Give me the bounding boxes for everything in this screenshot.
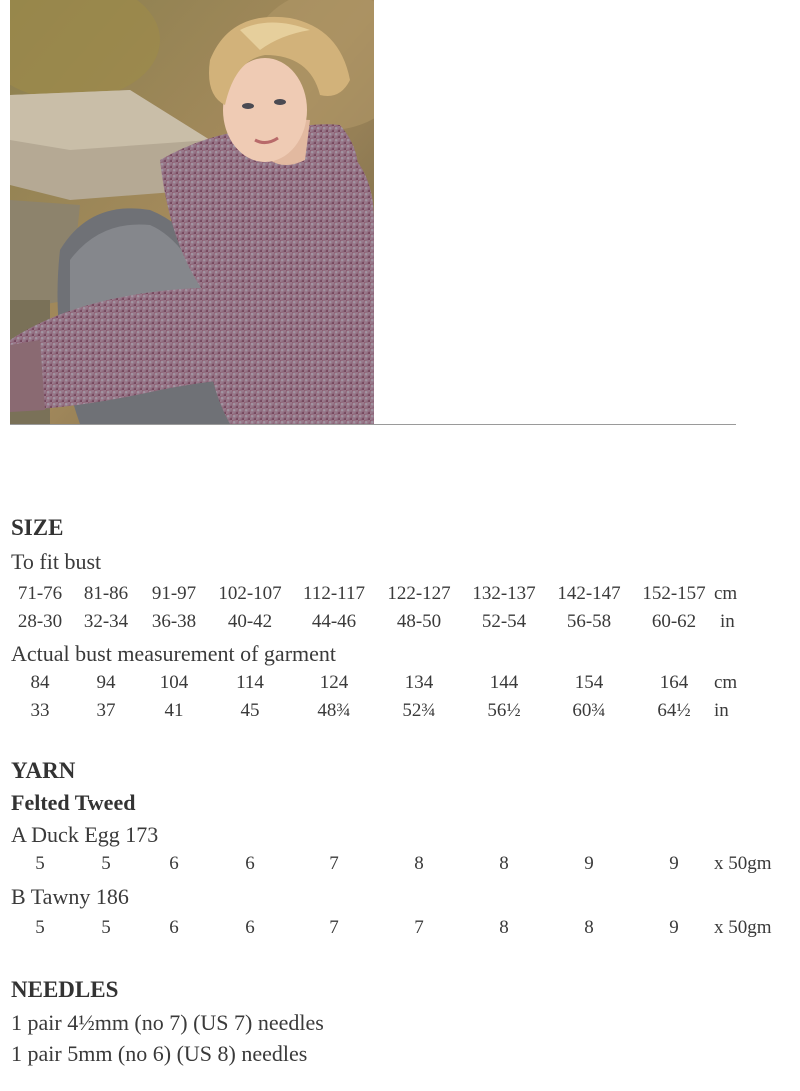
fit-bust-cm-cell: 112-117 xyxy=(303,583,365,604)
fit-bust-in-cell: 48-50 xyxy=(396,611,442,632)
yarn-b-unit: x 50gm xyxy=(714,917,772,938)
yarn-b-cell: 9 xyxy=(669,917,679,938)
yarn-a-cell: 6 xyxy=(169,853,179,874)
yarn-b-cell: 7 xyxy=(414,917,424,938)
fit-bust-in-cell: 52-54 xyxy=(481,611,527,632)
fit-bust-in-row xyxy=(0,611,800,635)
fit-bust-in-cell: 36-38 xyxy=(151,611,197,632)
fit-bust-in-cell: 44-46 xyxy=(311,611,357,632)
fit-bust-cm-row xyxy=(0,583,800,607)
needles-line-1: 1 pair 4½mm (no 7) (US 7) needles xyxy=(11,1010,324,1035)
yarn-a-cell: 8 xyxy=(414,853,424,874)
actual-bust-cm-cell: 154 xyxy=(574,672,604,693)
actual-bust-cm-cell: 94 xyxy=(96,672,116,693)
yarn-name: Felted Tweed xyxy=(11,790,136,815)
yarn-a-cell: 5 xyxy=(35,853,45,874)
actual-bust-in-row xyxy=(0,700,800,724)
fit-bust-cm-cell: 81-86 xyxy=(83,583,129,604)
actual-bust-in-cell: 33 xyxy=(30,700,50,721)
actual-bust-cm-cell: 144 xyxy=(489,672,519,693)
actual-bust-cm-unit: cm xyxy=(714,672,738,693)
fit-bust-in-cell: 56-58 xyxy=(566,611,612,632)
actual-bust-in-cell: 48¾ xyxy=(317,700,351,721)
yarn-a-cell: 6 xyxy=(245,853,255,874)
actual-bust-cm-cell: 164 xyxy=(659,672,689,693)
fit-bust-in-cell: 40-42 xyxy=(227,611,273,632)
needles-heading: NEEDLES xyxy=(11,977,119,1002)
yarn-a-cell: 8 xyxy=(499,853,509,874)
yarn-b-cell: 8 xyxy=(499,917,509,938)
actual-bust-in-cell: 64½ xyxy=(657,700,691,721)
actual-bust-in-cell: 41 xyxy=(164,700,184,721)
divider-rule xyxy=(10,424,736,425)
yarn-b-label: B Tawny 186 xyxy=(11,884,129,909)
needles-line-2: 1 pair 5mm (no 6) (US 8) needles xyxy=(11,1041,308,1066)
fit-bust-cm-cell: 91-97 xyxy=(151,583,197,604)
fit-bust-cm-unit: cm xyxy=(714,583,738,604)
fit-bust-cm-cell: 152-157 xyxy=(642,583,706,604)
actual-bust-cm-cell: 104 xyxy=(159,672,189,693)
actual-bust-cm-cell: 124 xyxy=(319,672,349,693)
actual-bust-in-cell: 52¾ xyxy=(402,700,436,721)
fit-bust-in-cell: 60-62 xyxy=(651,611,697,632)
actual-bust-in-cell: 56½ xyxy=(487,700,521,721)
yarn-a-label: A Duck Egg 173 xyxy=(11,822,159,847)
actual-bust-cm-row xyxy=(0,672,800,696)
actual-bust-in-unit: in xyxy=(714,700,729,721)
actual-bust-label: Actual bust measurement of garment xyxy=(11,641,337,666)
yarn-b-cell: 5 xyxy=(101,917,111,938)
actual-bust-cm-cell: 134 xyxy=(404,672,434,693)
fit-bust-cm-cell: 132-137 xyxy=(472,583,536,604)
size-heading: SIZE xyxy=(11,515,64,540)
fit-bust-in-unit: in xyxy=(720,611,735,632)
fit-bust-in-cell: 32-34 xyxy=(83,611,129,632)
yarn-a-unit: x 50gm xyxy=(714,853,772,874)
fit-bust-cm-cell: 71-76 xyxy=(17,583,63,604)
yarn-b-cell: 6 xyxy=(169,917,179,938)
yarn-a-cell: 5 xyxy=(101,853,111,874)
to-fit-bust-label: To fit bust xyxy=(11,549,102,574)
actual-bust-cm-cell: 114 xyxy=(236,672,264,693)
yarn-a-cell: 7 xyxy=(329,853,339,874)
actual-bust-in-cell: 60¾ xyxy=(572,700,606,721)
model-photo xyxy=(10,0,374,424)
fit-bust-cm-cell: 122-127 xyxy=(387,583,451,604)
model-photo-image xyxy=(10,0,374,424)
yarn-b-cell: 8 xyxy=(584,917,594,938)
actual-bust-in-cell: 37 xyxy=(96,700,116,721)
actual-bust-cm-cell: 84 xyxy=(30,672,50,693)
yarn-heading: YARN xyxy=(11,758,76,783)
fit-bust-cm-cell: 142-147 xyxy=(557,583,621,604)
yarn-a-cell: 9 xyxy=(669,853,679,874)
yarn-b-cell: 6 xyxy=(245,917,255,938)
fit-bust-in-cell: 28-30 xyxy=(17,611,63,632)
yarn-b-quantities-row xyxy=(0,917,800,941)
actual-bust-in-cell: 45 xyxy=(240,700,260,721)
yarn-b-cell: 5 xyxy=(35,917,45,938)
fit-bust-cm-cell: 102-107 xyxy=(218,583,282,604)
yarn-b-cell: 7 xyxy=(329,917,339,938)
yarn-a-cell: 9 xyxy=(584,853,594,874)
yarn-a-quantities-row xyxy=(0,853,800,877)
